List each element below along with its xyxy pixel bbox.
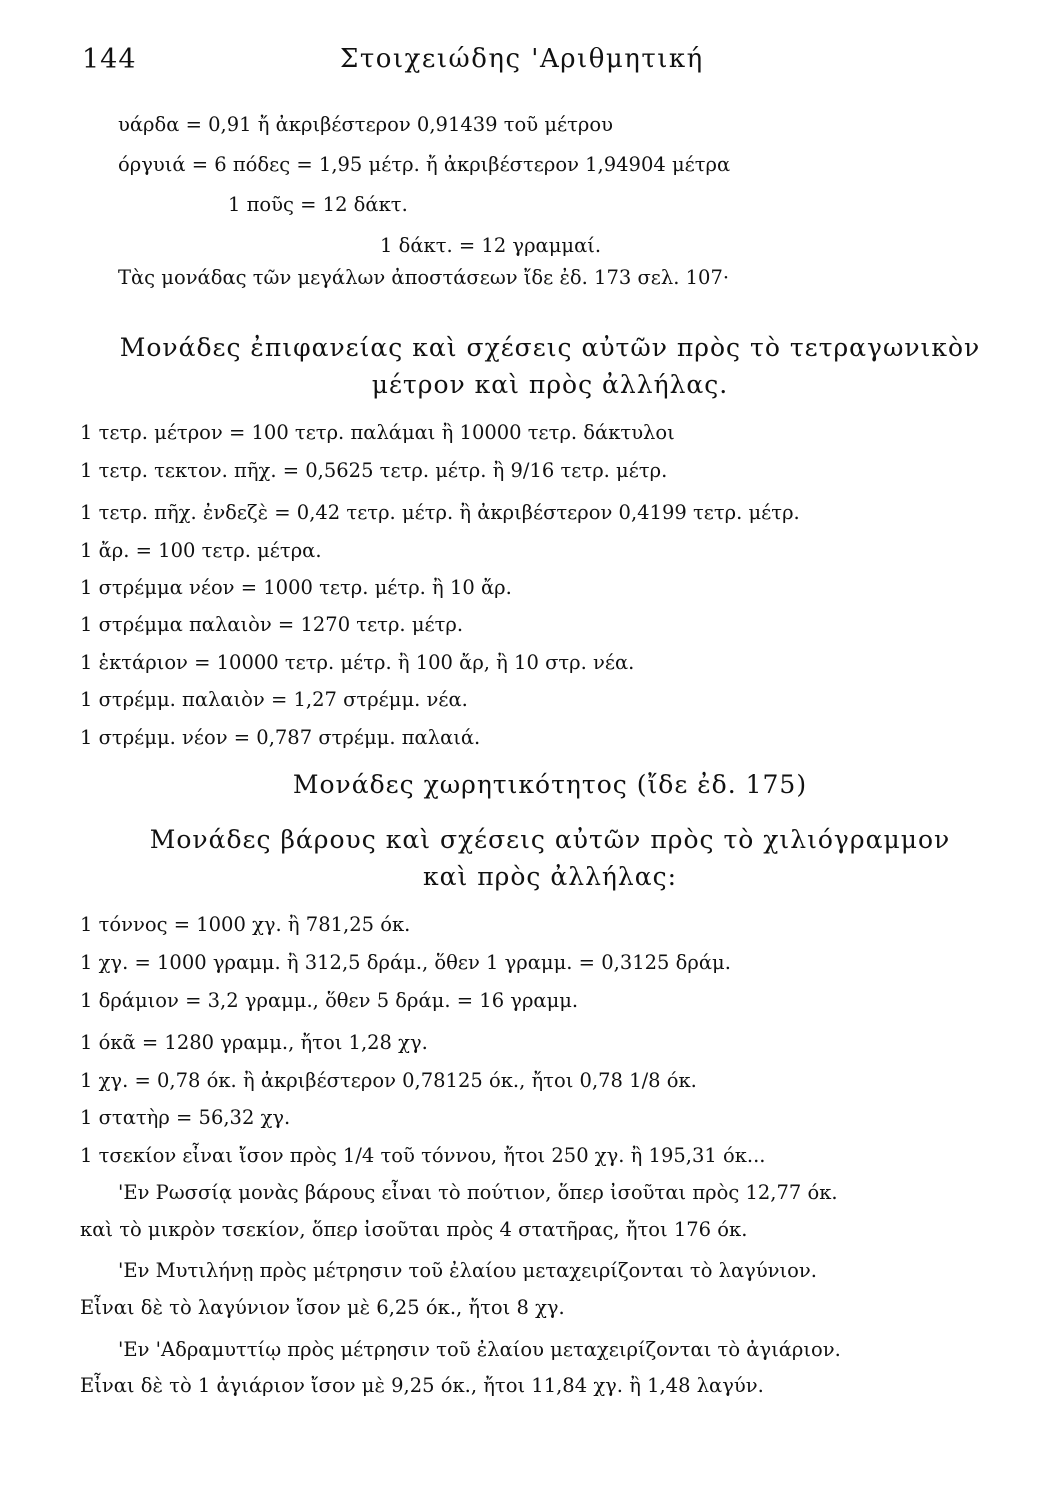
weight-heading: Μονάδες βάρους καὶ σχέσεις αὐτῶν πρὸς τὸ χιλιόγραμμον xyxy=(149,825,951,854)
paragraph-line: Εἶναι δὲ τὸ λαγύνιον ἴσον μὲ 6,25 όκ., ἤτοι 8 χγ. xyxy=(80,1296,565,1319)
paragraph-line: Εἶναι δὲ τὸ 1 ἀγιάριον ἴσον μὲ 9,25 όκ., ἤτοι 11,84 χγ. ἢ 1,48 λαγύν. xyxy=(80,1374,764,1397)
weight-line: 1 χγ. = 0,78 όκ. ἢ ἀκριβέστερον 0,78125 όκ., ἤτοι 0,78 1/8 όκ. xyxy=(80,1069,697,1092)
surface-heading: Μονάδες ἐπιφανείας καὶ σχέσεις αὐτῶν πρὸς τὸ τετραγωνικὸν xyxy=(119,333,981,362)
weight-line: 1 χγ. = 1000 γραμμ. ἢ 312,5 δράμ., ὅθεν 1 γραμμ. = 0,3125 δράμ. xyxy=(80,951,731,974)
weight-line: 1 όκᾶ = 1280 γραμμ., ἤτοι 1,28 χγ. xyxy=(80,1031,428,1054)
weight-line: 1 δράμιον = 3,2 γραμμ., ὅθεν 5 δράμ. = 16 γραμμ. xyxy=(80,989,579,1012)
surface-line: 1 ἑκτάριον = 10000 τετρ. μέτρ. ἢ 100 ἄρ, ἢ 10 στρ. νέα. xyxy=(80,651,635,674)
surface-line: 1 τετρ. πῆχ. ἐνδεζὲ = 0,42 τετρ. μέτρ. ἢ ἀκριβέστερον 0,4199 τετρ. μέτρ. xyxy=(80,501,800,524)
length-line: 1 ποῦς = 12 δάκτ. xyxy=(228,193,408,216)
weight-line: 1 στατὴρ = 56,32 χγ. xyxy=(80,1106,291,1129)
weight-line: 1 τόννος = 1000 χγ. ἢ 781,25 όκ. xyxy=(80,913,411,936)
weight-line: 1 τσεκίον εἶναι ἴσον πρὸς 1/4 τοῦ τόννου, ἤτοι 250 χγ. ἢ 195,31 όκ... xyxy=(80,1144,766,1167)
paragraph-line: 'Εν 'Αδραμυττίῳ πρὸς μέτρησιν τοῦ ἐλαίου μεταχειρίζονται τὸ ἀγιάριον. xyxy=(118,1338,841,1361)
capacity-heading: Μονάδες χωρητικότητος (ἴδε ἐδ. 175) xyxy=(292,770,808,799)
paragraph-line: 'Εν Μυτιλήνῃ πρὸς μέτρησιν τοῦ ἐλαίου μεταχειρίζονται τὸ λαγύνιον. xyxy=(118,1259,817,1282)
surface-line: 1 στρέμμα νέον = 1000 τετρ. μέτρ. ἢ 10 ἄρ. xyxy=(80,576,512,599)
surface-line: 1 στρέμμ. νέον = 0,787 στρέμμ. παλαιά. xyxy=(80,726,481,749)
paragraph-line: 'Εν Ρωσσίᾳ μονὰς βάρους εἶναι τὸ πούτιον, ὅπερ ἰσοῦται πρὸς 12,77 όκ. xyxy=(118,1181,838,1204)
running-title: Στοιχειώδης 'Αριθμητική xyxy=(340,44,704,74)
paragraph-line: καὶ τὸ μικρὸν τσεκίον, ὅπερ ἰσοῦται πρὸς 4 στατῆρας, ἤτοι 176 όκ. xyxy=(80,1218,748,1241)
surface-line: 1 ἄρ. = 100 τετρ. μέτρα. xyxy=(80,539,322,562)
surface-line: 1 στρέμμ. παλαιὸν = 1,27 στρέμμ. νέα. xyxy=(80,688,468,711)
surface-line: 1 τετρ. τεκτον. πῆχ. = 0,5625 τετρ. μέτρ. ἢ 9/16 τετρ. μέτρ. xyxy=(80,459,668,482)
length-line: όργυιά = 6 πόδες = 1,95 μέτρ. ἤ ἀκριβέστερον 1,94904 μέτρα xyxy=(118,153,731,176)
surface-line: 1 στρέμμα παλαιὸν = 1270 τετρ. μέτρ. xyxy=(80,613,464,636)
length-line: Τὰς μονάδας τῶν μεγάλων ἀποστάσεων ἴδε ἐδ. 173 σελ. 107· xyxy=(118,266,730,289)
page-number: 144 xyxy=(82,44,137,75)
surface-line: 1 τετρ. μέτρον = 100 τετρ. παλάμαι ἢ 10000 τετρ. δάκτυλοι xyxy=(80,421,675,444)
length-line: υάρδα = 0,91 ἤ ἀκριβέστερον 0,91439 τοῦ μέτρου xyxy=(118,113,613,136)
surface-heading: μέτρον καὶ πρὸς ἀλλήλας. xyxy=(371,370,729,399)
weight-heading: καὶ πρὸς ἀλλήλας: xyxy=(422,862,678,891)
length-line: 1 δάκτ. = 12 γραμμαί. xyxy=(380,234,602,257)
